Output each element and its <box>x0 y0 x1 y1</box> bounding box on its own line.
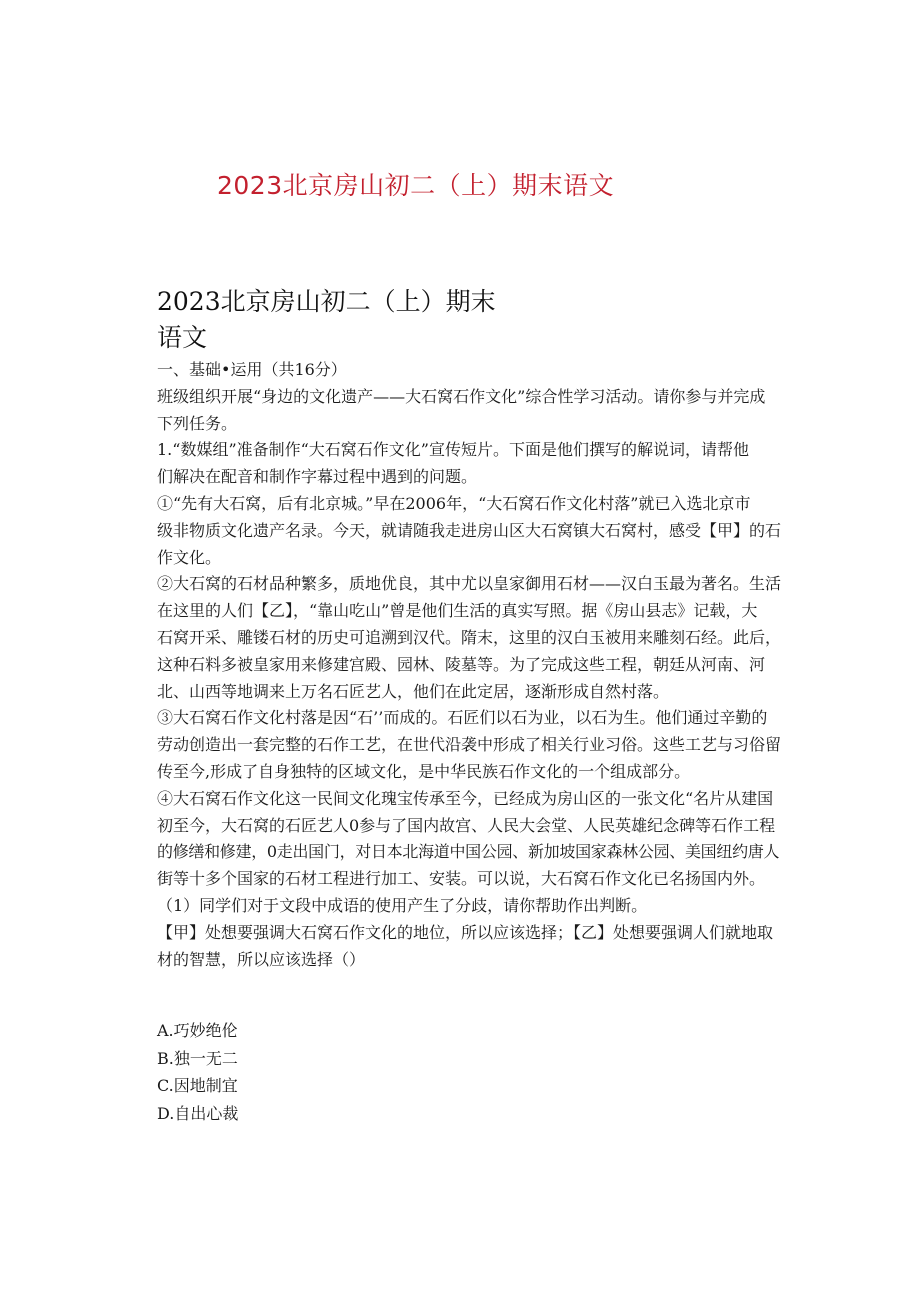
option-b: B.独一无二 <box>157 1048 238 1068</box>
paragraph-4-line: 初至今，大石窝的石匠艺人0参与了国内故宫、人民大会堂、人民英雄纪念碑等石作工程 <box>157 815 776 835</box>
sub-question-line: 材的智慧，所以应该选择（） <box>157 949 366 969</box>
question-body <box>157 357 847 973</box>
option-a: A.巧妙绝伦 <box>157 1021 238 1040</box>
paragraph-1-line: ①“先有大石窝，后有北京城。”早在2006年，“大石窝石作文化村落”就已入选北京市 <box>157 493 751 513</box>
document-title: 2023北京房山初二（上）期末 <box>157 287 496 316</box>
paragraph-3-line: 传至今,形成了自身独特的区域文化，是中华民族石作文化的一个组成部分。 <box>157 761 691 781</box>
paragraph-1-line: 作文化。 <box>157 547 222 567</box>
sub-question-line: 【甲】处想要强调大石窝石作文化的地位，所以应该选择；【乙】处想要强调人们就地取 <box>157 922 774 942</box>
section-heading: 一、基础•运用（共16分） <box>157 360 347 379</box>
paragraph-1-line: 级非物质文化遗产名录。今天，就请随我走进房山区大石窝镇大石窝村，感受【甲】的石 <box>157 520 782 540</box>
text-line: 下列任务。 <box>157 413 238 433</box>
text-line: 班级组织开展“身边的文化遗产——大石窝石作文化”综合性学习活动。请你参与并完成 <box>157 386 766 406</box>
header-title: 2023北京房山初二（上）期末语文 <box>217 171 615 200</box>
paragraph-2-line: ②大石窝的石材品种繁多，质地优良，其中尤以皇家御用石材——汉白玉最为著名。生活 <box>157 574 782 594</box>
answer-options <box>157 1017 238 1127</box>
paragraph-4-line: ④大石窝石作文化这一民间文化瑰宝传承至今，已经成为房山区的一张文化“名片从建国 <box>157 788 774 808</box>
question-prompt: 1.“数媒组”准备制作“大石窝石作文化”宣传短片。下面是他们撰写的解说词，请帮他 <box>157 440 749 460</box>
text-line: 们解决在配音和制作字幕过程中遇到的问题。 <box>157 467 478 487</box>
paragraph-2-line: 石窝开采、雕镂石材的历史可追溯到汉代。隋末，这里的汉白玉被用来雕刻石经。此后， <box>157 627 782 647</box>
sub-question: （1）同学们对于文段中成语的使用产生了分歧，请你帮助作出判断。 <box>157 895 648 915</box>
option-d: D.自出心裁 <box>157 1103 239 1123</box>
subject-title: 语文 <box>157 323 208 352</box>
paragraph-3-line: ③大石窝石作文化村落是因“石’’而成的。石匠们以石为业，以石为生。他们通过辛勤的 <box>157 708 768 728</box>
paragraph-2-line: 这种石料多被皇家用来修建宫殿、园林、陵墓等。为了完成这些工程，朝廷从河南、河 <box>157 654 766 674</box>
paragraph-4-line: 街等十多个国家的石材工程进行加工、安装。可以说，大石窝石作文化已名扬国内外。 <box>157 869 766 889</box>
paragraph-2-line: 北、山西等地调来上万名石匠艺人，他们在此定居，逐渐形成自然村落。 <box>157 681 670 701</box>
option-c: C.因地制宜 <box>157 1076 238 1095</box>
paragraph-2-line: 在这里的人们【乙】，“靠山吃山”曾是他们生活的真实写照。据《房山县志》记载，大 <box>157 601 758 621</box>
paragraph-3-line: 劳动创造出一套完整的石作工艺，在世代沿袭中形成了相关行业习俗。这些工艺与习俗留 <box>157 735 782 755</box>
paragraph-4-line: 的修缮和修建，0走出国门，对日本北海道中国公园、新加坡国家森林公园、美国纽约唐人 <box>157 842 780 862</box>
